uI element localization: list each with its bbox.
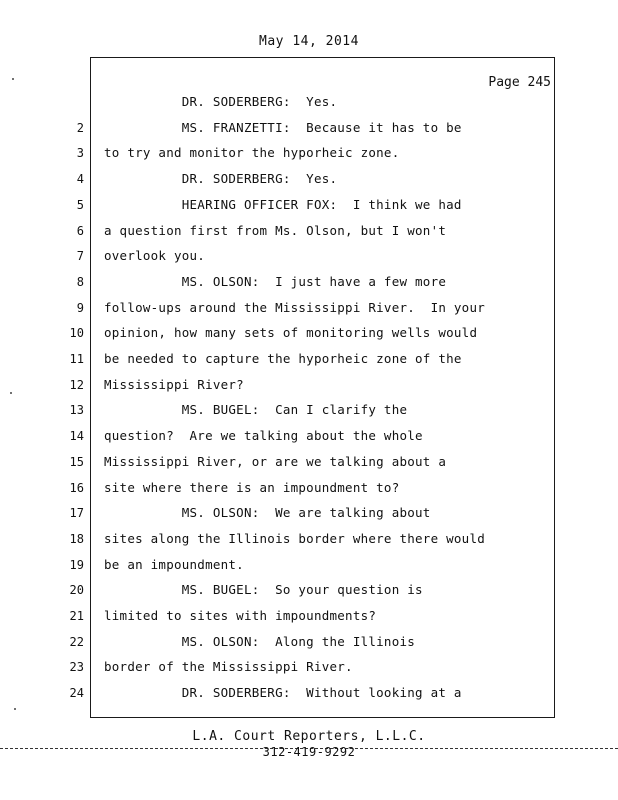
line-number: 7 — [76, 249, 84, 263]
line-number: 5 — [76, 198, 84, 212]
transcript-line: to try and monitor the hyporheic zone. — [104, 145, 400, 160]
line-number: 15 — [69, 455, 84, 469]
line-number: 19 — [69, 558, 84, 572]
transcript-line: question? Are we talking about the whole — [104, 428, 423, 443]
transcript-line: MS. OLSON: Along the Illinois — [104, 634, 416, 649]
transcript-line: Mississippi River? — [104, 377, 244, 392]
transcript-line: border of the Mississippi River. — [104, 659, 353, 674]
scan-speck — [10, 392, 12, 394]
transcript-line: site where there is an impoundment to? — [104, 480, 400, 495]
footer-phone: 312-419-9292 — [262, 745, 356, 759]
transcript-line: overlook you. — [104, 248, 206, 263]
line-number: 20 — [69, 583, 84, 597]
line-number: 2 — [76, 121, 84, 135]
transcript-line: DR. SODERBERG: Yes. — [104, 171, 338, 186]
transcript-line: MS. OLSON: We are talking about — [104, 505, 431, 520]
transcript-line: a question first from Ms. Olson, but I won't — [104, 223, 447, 238]
transcript-line: MS. BUGEL: Can I clarify the — [104, 402, 408, 417]
line-number: 14 — [69, 429, 84, 443]
transcript-line: follow-ups around the Mississippi River. In your — [104, 300, 486, 315]
line-number: 6 — [76, 224, 84, 238]
transcript-line: opinion, how many sets of monitoring wells would — [104, 325, 478, 340]
line-number: 10 — [69, 326, 84, 340]
transcript-line: limited to sites with impoundments? — [104, 608, 377, 623]
line-number: 9 — [76, 301, 84, 315]
footer-firm-name: L.A. Court Reporters, L.L.C. — [192, 729, 426, 744]
transcript-line: be an impoundment. — [104, 557, 244, 572]
transcript-line: sites along the Illinois border where there would — [104, 531, 486, 546]
scan-speck — [14, 708, 16, 710]
transcript-line: DR. SODERBERG: Without looking at a — [104, 685, 462, 700]
line-number: 13 — [69, 403, 84, 417]
line-number: 17 — [69, 506, 84, 520]
line-number: 18 — [69, 532, 84, 546]
transcript-line: be needed to capture the hyporheic zone of the — [104, 351, 462, 366]
line-number: 3 — [76, 146, 84, 160]
line-number: 21 — [69, 609, 84, 623]
transcript-line: HEARING OFFICER FOX: I think we had — [104, 197, 462, 212]
line-number: 24 — [69, 686, 84, 700]
transcript-line: MS. OLSON: I just have a few more — [104, 274, 447, 289]
transcript-line: Mississippi River, or are we talking about a — [104, 454, 447, 469]
line-number: 22 — [69, 635, 84, 649]
line-number: 12 — [69, 378, 84, 392]
transcript-line: MS. BUGEL: So your question is — [104, 582, 423, 597]
page-number: Page 245 — [488, 75, 551, 90]
scan-speck — [12, 78, 14, 80]
line-number: 23 — [69, 660, 84, 674]
line-number: 16 — [69, 481, 84, 495]
line-number: 8 — [76, 275, 84, 289]
transcript-date: May 14, 2014 — [259, 34, 359, 49]
transcript-line: MS. FRANZETTI: Because it has to be — [104, 120, 462, 135]
line-number: 11 — [69, 352, 84, 366]
line-number: 4 — [76, 172, 84, 186]
transcript-line: DR. SODERBERG: Yes. — [104, 94, 338, 109]
